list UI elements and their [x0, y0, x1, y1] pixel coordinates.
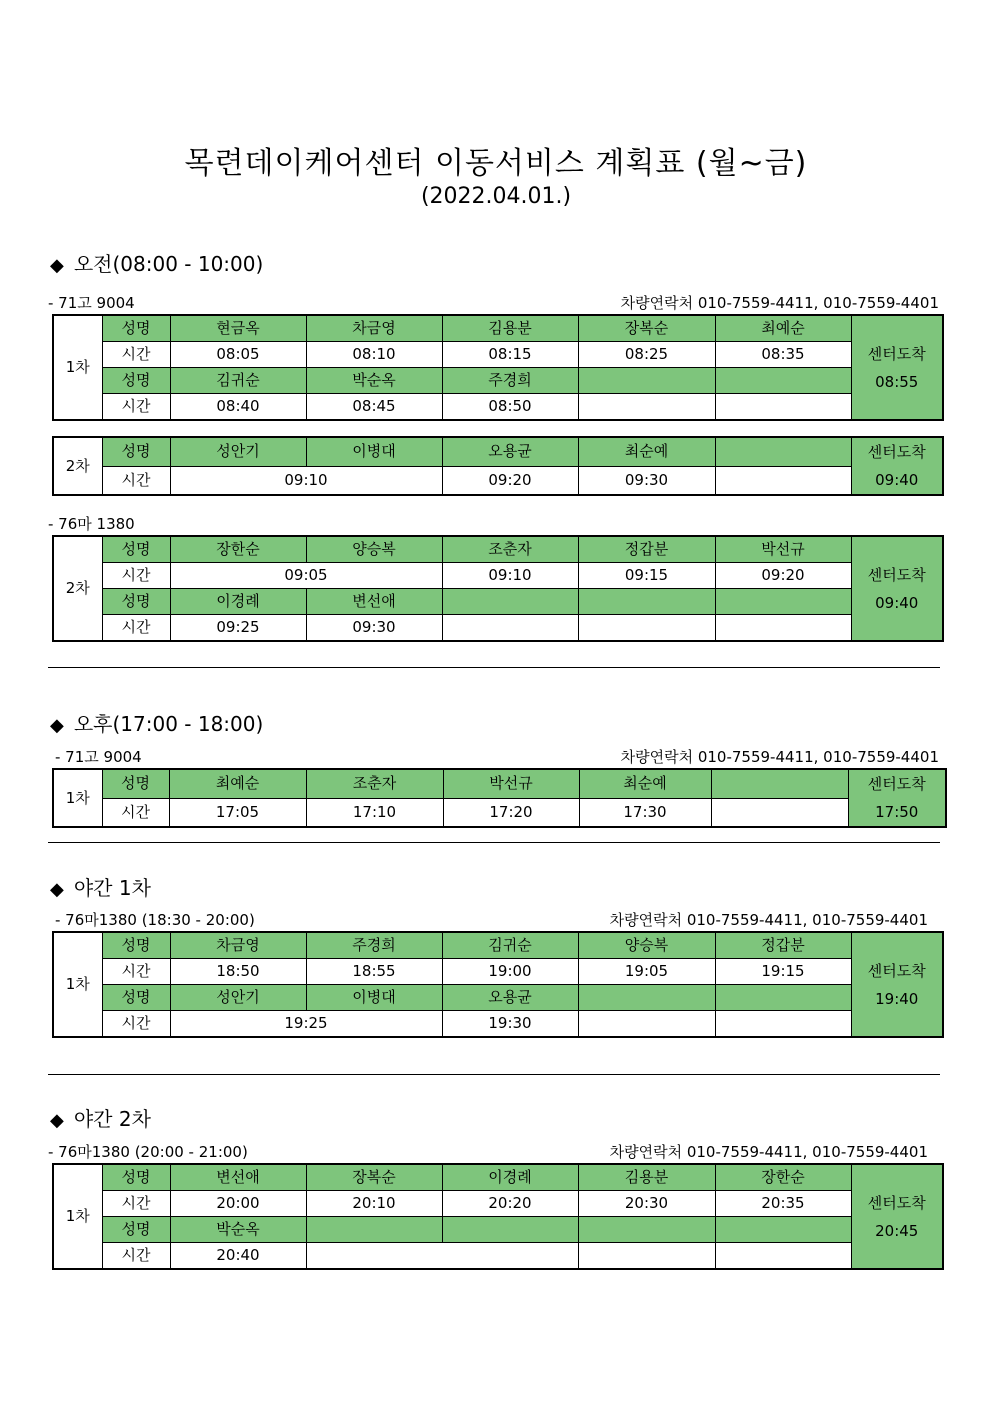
pickup-time: 17:20 — [443, 798, 579, 827]
name-header: 성명 — [102, 368, 170, 394]
passenger-name: 차금영 — [170, 932, 306, 959]
name-header: 성명 — [102, 315, 170, 342]
pickup-time — [715, 466, 851, 495]
pickup-time: 20:40 — [170, 1243, 306, 1270]
pickup-time: 17:05 — [169, 798, 306, 827]
passenger-name: 오용균 — [442, 437, 578, 466]
name-header: 성명 — [102, 769, 169, 798]
pickup-time: 19:30 — [442, 1011, 578, 1038]
passenger-name: 장복순 — [306, 1164, 442, 1191]
arrival-time: 08:55 — [875, 372, 919, 391]
passenger-name: 장한순 — [170, 536, 306, 563]
pickup-time: 09:30 — [578, 466, 715, 495]
pickup-time: 18:50 — [170, 959, 306, 985]
pickup-time — [442, 615, 578, 642]
passenger-name: 이병대 — [306, 437, 442, 466]
pickup-time: 19:15 — [715, 959, 851, 985]
schedule-table-morning-2 — [52, 436, 944, 496]
passenger-name: 김귀순 — [170, 368, 306, 394]
arrival-time: 17:50 — [875, 803, 919, 821]
passenger-name — [578, 589, 715, 615]
passenger-name: 박순옥 — [306, 368, 442, 394]
pickup-time: 20:10 — [306, 1191, 442, 1217]
pickup-time — [578, 394, 715, 421]
pickup-time: 20:30 — [578, 1191, 715, 1217]
vehicle-label: - 76마1380 (18:30 - 20:00) — [55, 911, 255, 929]
name-header: 성명 — [102, 589, 170, 615]
passenger-name: 정갑분 — [715, 932, 851, 959]
pickup-time — [711, 798, 848, 827]
passenger-name: 김용분 — [442, 315, 578, 342]
pickup-time: 09:25 — [170, 615, 306, 642]
passenger-name — [715, 1217, 851, 1243]
arrival-time: 20:45 — [875, 1221, 919, 1240]
time-header: 시간 — [102, 1191, 170, 1217]
passenger-name: 정갑분 — [578, 536, 715, 563]
schedule-table-night-2 — [52, 1163, 944, 1270]
passenger-name — [306, 1217, 442, 1243]
pickup-time: 08:40 — [170, 394, 306, 421]
time-header: 시간 — [102, 342, 170, 368]
time-header: 시간 — [102, 1243, 170, 1270]
passenger-name — [442, 1217, 578, 1243]
passenger-name: 성안기 — [170, 437, 306, 466]
passenger-name — [711, 769, 848, 798]
vehicle-contact: 차량연락처 010-7559-4411, 010-7559-4401 — [609, 1143, 928, 1161]
passenger-name: 장복순 — [578, 315, 715, 342]
pickup-time: 08:05 — [170, 342, 306, 368]
section-heading-night-2: ◆ 야간 2차 — [50, 1107, 151, 1131]
section-heading-morning: ◆ 오전(08:00 - 10:00) — [50, 252, 264, 276]
diamond-bullet-icon: ◆ — [50, 255, 64, 276]
arrival-label: 센터도착 — [867, 775, 926, 793]
vehicle-label: - 71고 9004 — [48, 294, 135, 312]
pickup-time — [578, 615, 715, 642]
pickup-time — [715, 615, 851, 642]
arrival-cell — [851, 437, 943, 495]
passenger-name — [442, 589, 578, 615]
time-header: 시간 — [102, 615, 170, 642]
vehicle-label: - 71고 9004 — [55, 748, 142, 766]
name-header: 성명 — [102, 437, 170, 466]
arrival-cell — [851, 1164, 943, 1269]
passenger-name: 변선애 — [170, 1164, 306, 1191]
name-header: 성명 — [102, 1217, 170, 1243]
time-header: 시간 — [102, 563, 170, 589]
arrival-time: 09:40 — [875, 471, 919, 489]
round-label: 1차 — [53, 1164, 102, 1269]
pickup-time: 17:30 — [579, 798, 711, 827]
arrival-time: 19:40 — [875, 989, 919, 1008]
passenger-name — [578, 368, 715, 394]
page-title: 목련데이케어센터 이동서비스 계획표 (월~금) — [184, 146, 808, 181]
round-label: 2차 — [53, 437, 102, 495]
passenger-name — [715, 589, 851, 615]
passenger-name: 박선규 — [443, 769, 579, 798]
schedule-table-night-1 — [52, 931, 944, 1038]
time-header: 시간 — [102, 1011, 170, 1038]
section-heading-afternoon: ◆ 오후(17:00 - 18:00) — [50, 712, 264, 736]
passenger-name — [715, 437, 851, 466]
schedule-table-morning-1 — [52, 314, 944, 421]
pickup-time — [715, 1011, 851, 1038]
diamond-bullet-icon: ◆ — [50, 715, 64, 736]
passenger-name: 이병대 — [306, 985, 442, 1011]
arrival-time: 09:40 — [875, 593, 919, 612]
arrival-label: 센터도착 — [867, 961, 926, 980]
passenger-name: 최순예 — [578, 437, 715, 466]
page-date: (2022.04.01.) — [420, 184, 572, 209]
passenger-name: 조춘자 — [442, 536, 578, 563]
passenger-name: 변선애 — [306, 589, 442, 615]
pickup-time — [306, 1243, 578, 1270]
passenger-name: 주경희 — [306, 932, 442, 959]
passenger-name: 최예순 — [169, 769, 306, 798]
pickup-time: 09:05 — [170, 563, 442, 589]
passenger-name — [715, 368, 851, 394]
pickup-time: 20:20 — [442, 1191, 578, 1217]
pickup-time: 09:20 — [715, 563, 851, 589]
vehicle-contact: 차량연락처 010-7559-4411, 010-7559-4401 — [620, 748, 939, 766]
section-divider — [48, 667, 940, 668]
passenger-name: 박선규 — [715, 536, 851, 563]
pickup-time: 09:10 — [442, 563, 578, 589]
pickup-time: 19:25 — [170, 1011, 442, 1038]
time-header: 시간 — [102, 466, 170, 495]
name-header: 성명 — [102, 1164, 170, 1191]
section-divider — [48, 1074, 940, 1075]
passenger-name — [578, 985, 715, 1011]
passenger-name: 이경례 — [442, 1164, 578, 1191]
pickup-time — [715, 394, 851, 421]
pickup-time: 08:50 — [442, 394, 578, 421]
section-divider — [48, 842, 940, 843]
passenger-name: 이경례 — [170, 589, 306, 615]
passenger-name: 주경희 — [442, 368, 578, 394]
pickup-time: 20:00 — [170, 1191, 306, 1217]
passenger-name: 양승복 — [578, 932, 715, 959]
pickup-time: 08:15 — [442, 342, 578, 368]
pickup-time: 08:45 — [306, 394, 442, 421]
pickup-time: 08:25 — [578, 342, 715, 368]
passenger-name: 성안기 — [170, 985, 306, 1011]
pickup-time: 18:55 — [306, 959, 442, 985]
diamond-bullet-icon: ◆ — [50, 879, 64, 900]
arrival-cell — [851, 536, 943, 641]
passenger-name: 현금옥 — [170, 315, 306, 342]
pickup-time — [715, 1243, 851, 1270]
diamond-bullet-icon: ◆ — [50, 1110, 64, 1131]
vehicle-label: - 76마1380 (20:00 - 21:00) — [48, 1143, 248, 1161]
pickup-time — [578, 1243, 715, 1270]
name-header: 성명 — [102, 932, 170, 959]
schedule-table-morning-3 — [52, 535, 944, 642]
pickup-time: 19:00 — [442, 959, 578, 985]
arrival-label: 센터도착 — [867, 344, 926, 363]
vehicle-label: - 76마 1380 — [48, 515, 135, 533]
passenger-name: 조춘자 — [306, 769, 443, 798]
passenger-name — [715, 985, 851, 1011]
time-header: 시간 — [102, 798, 169, 827]
schedule-table-afternoon — [52, 768, 947, 828]
arrival-label: 센터도착 — [867, 565, 926, 584]
name-header: 성명 — [102, 985, 170, 1011]
pickup-time: 09:15 — [578, 563, 715, 589]
pickup-time: 09:10 — [170, 466, 442, 495]
pickup-time: 17:10 — [306, 798, 443, 827]
pickup-time: 19:05 — [578, 959, 715, 985]
arrival-label: 센터도착 — [867, 1193, 926, 1212]
passenger-name: 김귀순 — [442, 932, 578, 959]
pickup-time — [578, 1011, 715, 1038]
passenger-name: 박순옥 — [170, 1217, 306, 1243]
arrival-cell — [851, 315, 943, 420]
arrival-label: 센터도착 — [867, 443, 926, 461]
passenger-name: 오용균 — [442, 985, 578, 1011]
passenger-name: 장한순 — [715, 1164, 851, 1191]
passenger-name: 최순예 — [579, 769, 711, 798]
arrival-cell — [848, 769, 946, 827]
passenger-name: 양승복 — [306, 536, 442, 563]
passenger-name: 김용분 — [578, 1164, 715, 1191]
name-header: 성명 — [102, 536, 170, 563]
passenger-name — [578, 1217, 715, 1243]
passenger-name: 차금영 — [306, 315, 442, 342]
pickup-time: 09:30 — [306, 615, 442, 642]
round-label: 1차 — [53, 932, 102, 1037]
pickup-time: 08:10 — [306, 342, 442, 368]
time-header: 시간 — [102, 959, 170, 985]
vehicle-contact: 차량연락처 010-7559-4411, 010-7559-4401 — [620, 294, 939, 312]
passenger-name: 최예순 — [715, 315, 851, 342]
time-header: 시간 — [102, 394, 170, 421]
vehicle-contact: 차량연락처 010-7559-4411, 010-7559-4401 — [609, 911, 928, 929]
pickup-time: 20:35 — [715, 1191, 851, 1217]
round-label: 1차 — [53, 315, 102, 420]
pickup-time: 08:35 — [715, 342, 851, 368]
arrival-cell — [851, 932, 943, 1037]
round-label: 2차 — [53, 536, 102, 641]
pickup-time: 09:20 — [442, 466, 578, 495]
round-label: 1차 — [53, 769, 102, 827]
section-heading-night-1: ◆ 야간 1차 — [50, 876, 151, 900]
